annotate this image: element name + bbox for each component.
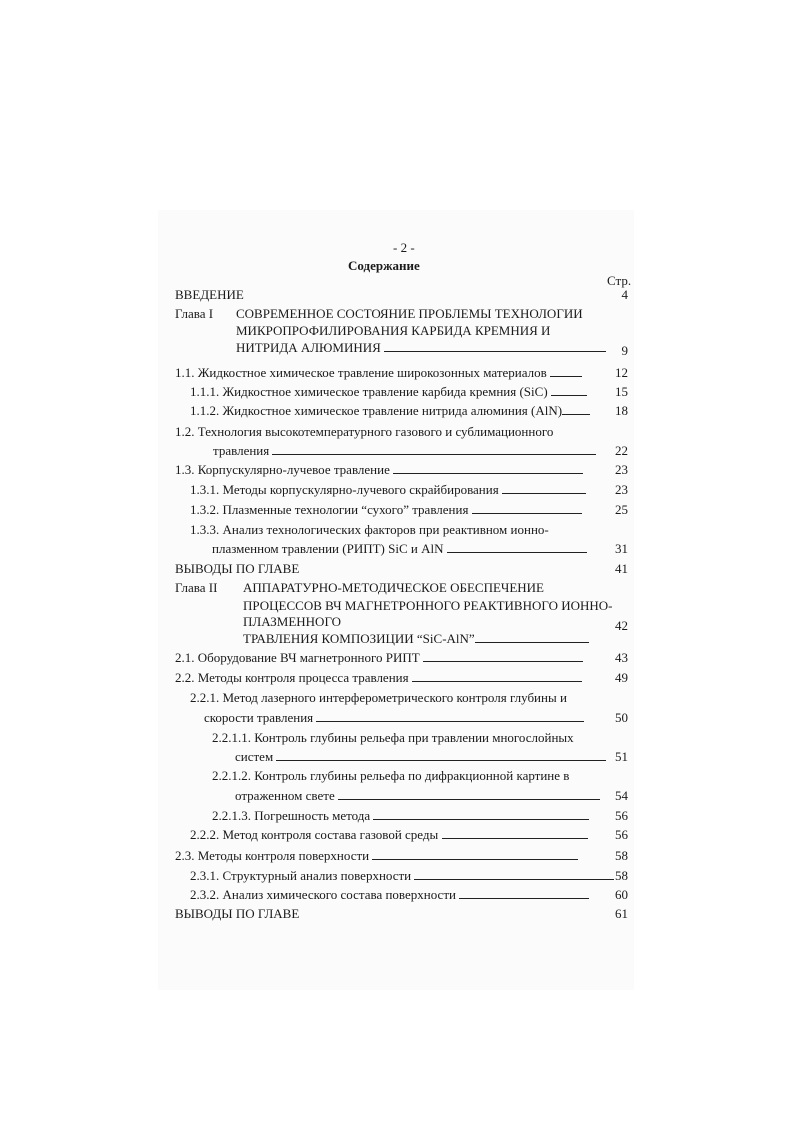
toc-page: 12 bbox=[615, 365, 628, 380]
toc-page: 50 bbox=[615, 710, 628, 725]
toc-entry-intro: ВВЕДЕНИЕ bbox=[175, 287, 244, 302]
toc-entry: 2.2.1.2. Контроль глубины рельефа по дифракционной картине в bbox=[212, 768, 570, 783]
toc-entry: скорости травления bbox=[204, 710, 584, 725]
toc-page: 60 bbox=[615, 887, 628, 902]
toc-entry: отраженном свете bbox=[235, 788, 600, 803]
toc-page: 54 bbox=[615, 788, 628, 803]
toc-page: 42 bbox=[615, 618, 628, 633]
toc-page: 41 bbox=[615, 561, 628, 576]
chapter-title-line: МИКРОПРОФИЛИРОВАНИЯ КАРБИДА КРЕМНИЯ И bbox=[236, 323, 551, 338]
toc-page: 18 bbox=[615, 403, 628, 418]
toc-entry: ВЫВОДЫ ПО ГЛАВЕ bbox=[175, 561, 300, 576]
toc-page: 23 bbox=[615, 482, 628, 497]
toc-page: 22 bbox=[615, 443, 628, 458]
toc-page: 15 bbox=[615, 384, 628, 399]
toc-entry: плазменном травлении (РИПТ) SiC и AlN bbox=[212, 541, 587, 556]
toc-page: 9 bbox=[621, 343, 628, 358]
chapter-title-line: СОВРЕМЕННОЕ СОСТОЯНИЕ ПРОБЛЕМЫ ТЕХНОЛОГИИ bbox=[236, 306, 583, 321]
toc-page: 31 bbox=[615, 541, 628, 556]
toc-entry: систем bbox=[235, 749, 606, 764]
chapter-title-line: АППАРАТУРНО-МЕТОДИЧЕСКОЕ ОБЕСПЕЧЕНИЕ bbox=[243, 580, 544, 595]
toc-entry: 2.2.1.3. Погрешность метода bbox=[212, 808, 589, 823]
toc-entry: 2.3.2. Анализ химического состава поверхности bbox=[190, 887, 589, 902]
toc-entry: 1.3.1. Методы корпускулярно-лучевого скрайбирования bbox=[190, 482, 586, 497]
toc-entry: 2.2. Методы контроля процесса травления bbox=[175, 670, 582, 685]
toc-entry: 2.3.1. Структурный анализ поверхности bbox=[190, 868, 614, 883]
toc-entry: 1.3. Корпускулярно-лучевое травление bbox=[175, 462, 583, 477]
toc-entry: 1.1. Жидкостное химическое травление широкозонных материалов bbox=[175, 365, 582, 380]
toc-page: 49 bbox=[615, 670, 628, 685]
toc-page: 56 bbox=[615, 808, 628, 823]
toc-entry: 2.1. Оборудование ВЧ магнетронного РИПТ bbox=[175, 650, 583, 665]
page-title: Содержание bbox=[348, 258, 420, 273]
page-column-label: Стр. bbox=[607, 273, 632, 288]
toc-entry: травления bbox=[213, 443, 596, 458]
toc-page: 23 bbox=[615, 462, 628, 477]
toc-page: 25 bbox=[615, 502, 628, 517]
toc-page: 58 bbox=[615, 868, 628, 883]
toc-entry: 1.3.2. Плазменные технологии “сухого” травления bbox=[190, 502, 582, 517]
toc-entry: 1.2. Технология высокотемпературного газового и сублимационного bbox=[175, 424, 554, 439]
chapter-title-line: НИТРИДА АЛЮМИНИЯ bbox=[236, 340, 606, 355]
toc-page: 61 bbox=[615, 906, 628, 921]
chapter-title-line: ПРОЦЕССОВ ВЧ МАГНЕТРОННОГО РЕАКТИВНОГО ИОННО- bbox=[243, 598, 613, 613]
chapter-title-line: ТРАВЛЕНИЯ КОМПОЗИЦИИ “SiC-AlN” bbox=[243, 631, 589, 646]
toc-page: 56 bbox=[615, 827, 628, 842]
chapter-label: Глава II bbox=[175, 580, 218, 595]
chapter-title-line: ПЛАЗМЕННОГО bbox=[243, 614, 342, 629]
toc-entry: 1.3.3. Анализ технологических факторов при реактивном ионно- bbox=[190, 522, 549, 537]
toc-entry: 1.1.2. Жидкостное химическое травление нитрида алюминия (AlN) bbox=[190, 403, 590, 418]
toc-page: 43 bbox=[615, 650, 628, 665]
toc-page: 4 bbox=[621, 287, 628, 302]
toc-page: 58 bbox=[615, 848, 628, 863]
page-number: - 2 - bbox=[393, 240, 415, 255]
toc-entry: 2.3. Методы контроля поверхности bbox=[175, 848, 578, 863]
toc-page: 51 bbox=[615, 749, 628, 764]
toc-entry: 2.2.1. Метод лазерного интерферометрического контроля глубины и bbox=[190, 690, 567, 705]
toc-entry: 1.1.1. Жидкостное химическое травление карбида кремния (SiC) bbox=[190, 384, 587, 399]
toc-entry: 2.2.2. Метод контроля состава газовой среды bbox=[190, 827, 588, 842]
chapter-label: Глава I bbox=[175, 306, 214, 321]
toc-entry: 2.2.1.1. Контроль глубины рельефа при травлении многослойных bbox=[212, 730, 574, 745]
toc-entry: ВЫВОДЫ ПО ГЛАВЕ bbox=[175, 906, 300, 921]
